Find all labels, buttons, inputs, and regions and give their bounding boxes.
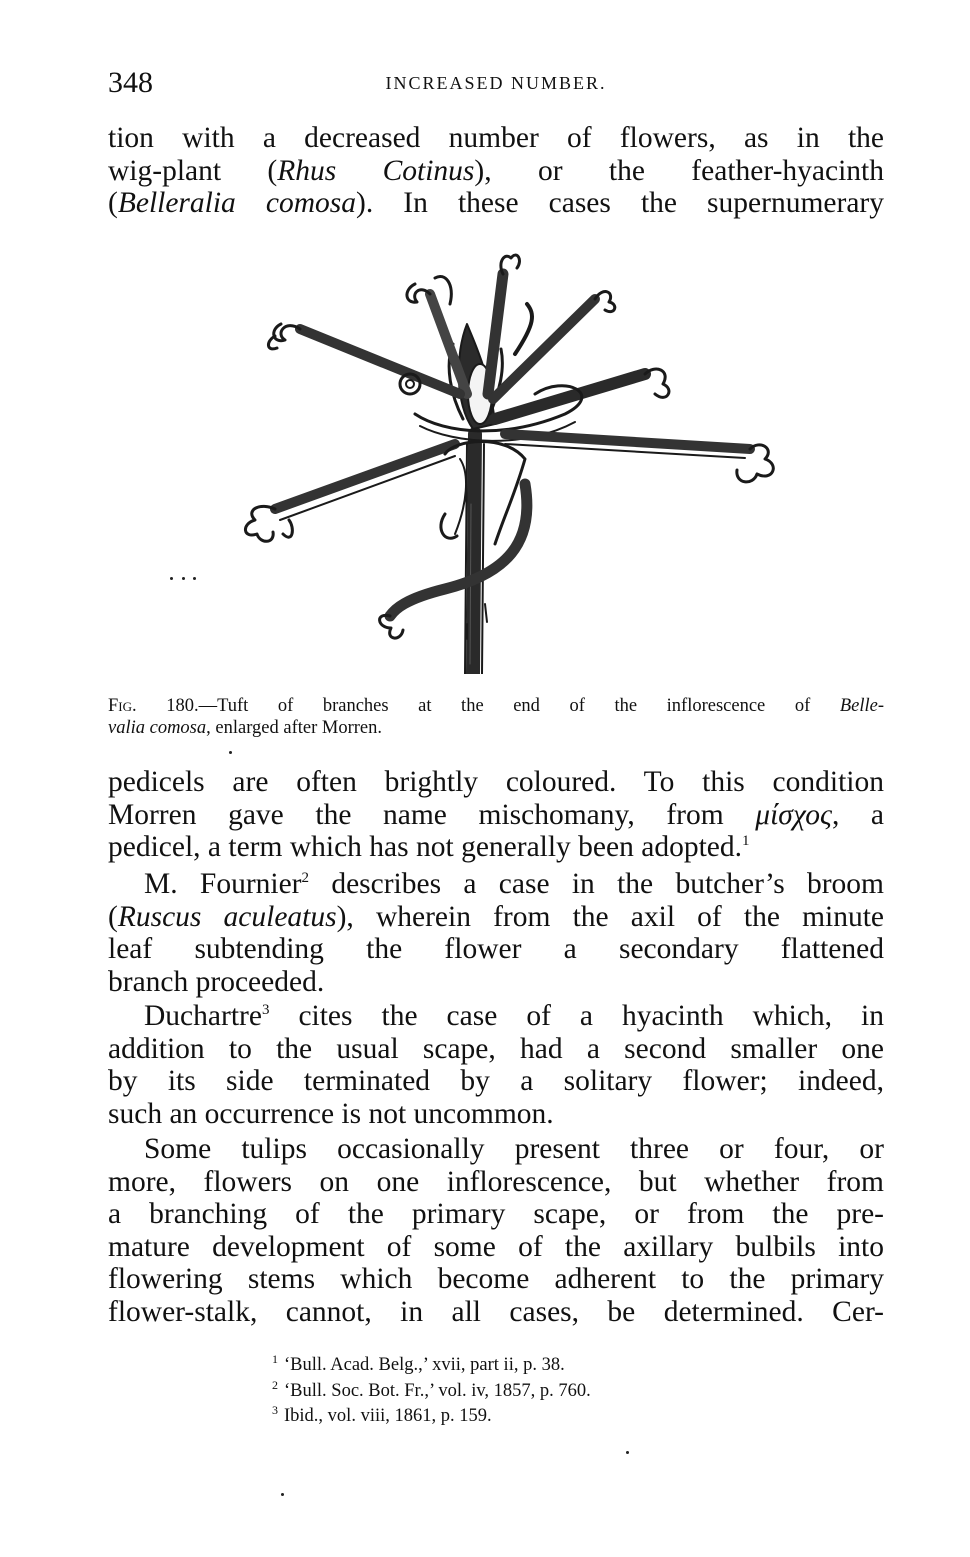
caption-line: Fig. 180.—Tuft of branches at the end of the inflorescence of Belle-	[108, 696, 884, 716]
ink-speck	[182, 577, 185, 580]
page-header	[108, 66, 884, 100]
ink-speck	[170, 577, 173, 580]
figure-illustration	[205, 244, 790, 674]
caption-line: valia comosa, enlarged after Morren.	[108, 718, 382, 738]
text-line: Duchartre$^3$ cites the case of a hyacinth which, in	[144, 1000, 884, 1032]
ink-speck	[229, 751, 232, 754]
footnotes	[272, 1350, 832, 1427]
text-line: pedicel, a term which has not generally been adopted.$^1$	[108, 831, 750, 864]
paragraph-1	[108, 122, 884, 220]
text-line: Morren gave the name mischomany, from μίσχος, a	[108, 798, 885, 831]
text-line: mature development of some of the axillary bulbils into	[108, 1230, 884, 1263]
text-line: (Ruscus aculeatus), wherein from the axil of the minute	[108, 900, 884, 933]
ink-speck	[626, 1451, 629, 1454]
text-line: M. Fournier$^2$ describes a case in the butcher’s broom	[144, 868, 884, 900]
paragraph-4	[108, 1000, 884, 1130]
figure-caption	[108, 695, 884, 739]
figure-label: Fig. 180.	[108, 696, 199, 716]
footnote-ref: 2	[301, 870, 310, 887]
paragraph-2	[108, 766, 884, 864]
footnote: $^3$ Ibid., vol. viii, 1861, p. 159.	[272, 1403, 492, 1427]
footnote-ref: 3	[261, 1002, 270, 1019]
text-line: pedicels are often brightly coloured. To this condition	[108, 766, 884, 798]
text-line: flowering stems which become adherent to the primary	[108, 1263, 884, 1296]
text-line: (Belleralia comosa). In these cases the supernumerary	[108, 187, 884, 220]
bellevalia-tuft-drawing	[205, 244, 790, 674]
footnote-mark: 2	[272, 1377, 278, 1392]
text-line: addition to the usual scape, had a second smaller one	[108, 1032, 884, 1065]
footnote: $^1$ ‘Bull. Acad. Belg.,’ xvii, part ii, p. 38.	[272, 1352, 565, 1376]
paragraph-3	[108, 868, 884, 998]
text-line: flower-stalk, cannot, in all cases, be determined. Cer-	[108, 1295, 884, 1328]
paragraph-5	[108, 1133, 884, 1329]
species-name: Belleralia comosa	[117, 187, 357, 220]
species-name: Ruscus aculeatus	[117, 900, 337, 933]
page-number: 348	[108, 66, 153, 99]
footnote-mark: 1	[272, 1352, 278, 1366]
text-line: branch proceeded.	[108, 965, 325, 998]
ink-speck	[281, 1493, 284, 1496]
text-line: Some tulips occasionally present three or four, or	[144, 1133, 884, 1165]
text-line: leaf subtending the flower a secondary flattened	[108, 933, 884, 966]
species-name: Rhus Cotinus	[277, 154, 475, 187]
text-line: wig-plant (Rhus Cotinus), or the feather-hyacinth	[108, 154, 884, 187]
text-line: a branching of the primary scape, or from the pre-	[108, 1198, 884, 1231]
text-line: tion with a decreased number of flowers, as in the	[108, 122, 884, 154]
greek-word: μίσχος	[755, 798, 832, 831]
text-line: more, flowers on one inflorescence, but whether from	[108, 1165, 884, 1198]
footnote-ref: 1	[742, 833, 750, 850]
footnote: $^2$ ‘Bull. Soc. Bot. Fr.,’ vol. iv, 1857, p. 760.	[272, 1377, 591, 1401]
ink-speck	[193, 577, 196, 580]
text-line: such an occurrence is not uncommon.	[108, 1097, 554, 1130]
text-line: by its side terminated by a solitary flower; indeed,	[108, 1065, 884, 1098]
footnote-mark: 3	[272, 1403, 278, 1418]
running-head: INCREASED NUMBER.	[385, 73, 607, 93]
